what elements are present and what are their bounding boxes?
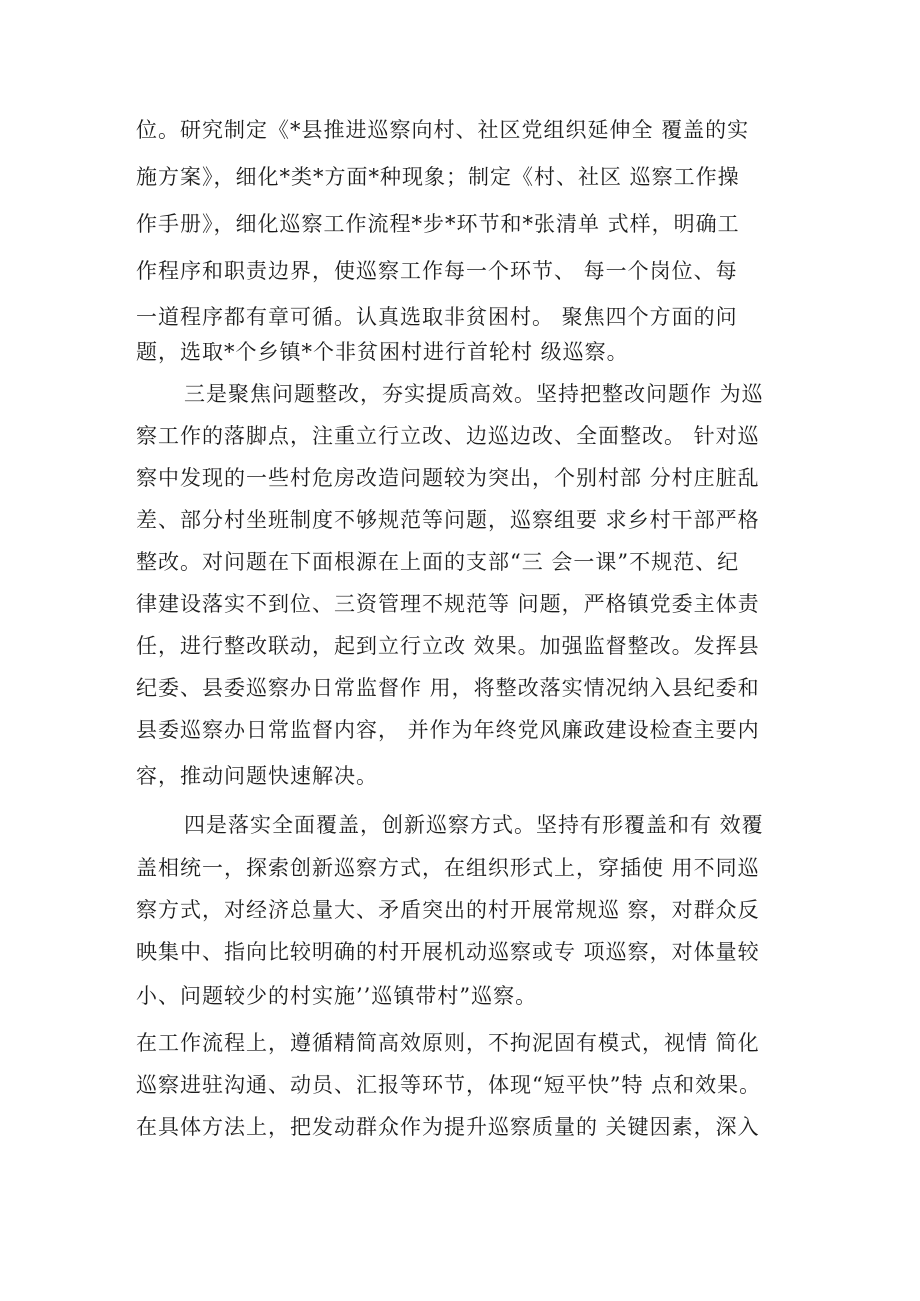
text-line: 差、部分村坐班制度不够规范等问题，巡察组要 求乡村干部严格 — [136, 508, 760, 532]
text-line: 施方案》，细化*类*方面*种现象；制定《村、社区 巡察工作操 — [136, 165, 740, 189]
text-line: 察中发现的一些村危房改造问题较为突出，个别村部 分村庄脏乱 — [136, 466, 760, 490]
text-line: 任，进行整改联动，起到立行立改 效果。加强监督整改。发挥县 — [136, 634, 760, 658]
text-line: 整改。对问题在下面根源在上面的支部“三 会一课”不规范、纪 — [136, 550, 740, 574]
text-line: 在工作流程上，遵循精简高效原则，不拘泥固有模式，视情 简化 — [136, 1031, 760, 1055]
text-line: 作手册》，细化巡察工作流程*步*环节和*张清单 式样，明确工 — [136, 212, 740, 236]
text-line: 县委巡察办日常监督内容， 并作为年终党风廉政建设检查主要内 — [136, 718, 760, 742]
paragraph-first-line: 三是聚焦问题整改，夯实提质高效。坚持把整改问题作 为巡 — [184, 382, 764, 406]
text-line: 察工作的落脚点，注重立行立改、边巡边改、全面整改。 针对巡 — [136, 424, 760, 448]
text-line: 小、问题较少的村实施’’巡镇带村”巡察。 — [136, 984, 538, 1008]
text-line: 律建设落实不到位、三资管理不规范等 问题，严格镇党委主体责 — [136, 592, 760, 616]
text-line: 题，选取*个乡镇*个非贫困村进行首轮村 级巡察。 — [136, 340, 629, 364]
text-line: 作程序和职责边界，使巡察工作每一个环节、 每一个岗位、每 — [136, 259, 738, 283]
text-line: 映集中、指向比较明确的村开展机动巡察或专 项巡察，对体量较 — [136, 940, 760, 964]
text-line: 在具体方法上，把发动群众作为提升巡察质量的 关键因素，深入 — [136, 1115, 760, 1139]
text-line: 容，推动问题快速解决。 — [136, 764, 378, 788]
text-line: 一道程序都有章可循。认真选取非贫困村。 聚焦四个方面的问 — [136, 305, 738, 329]
text-line: 位。研究制定《*县推进巡察向村、社区党组织延伸全 覆盖的实 — [136, 118, 750, 142]
text-line: 盖相统一，探索创新巡察方式，在组织形式上，穿插使 用不同巡 — [136, 856, 760, 880]
paragraph-first-line: 四是落实全面覆盖，创新巡察方式。坚持有形覆盖和有 效覆 — [184, 813, 764, 837]
text-line: 纪委、县委巡察办日常监督作 用，将整改落实情况纳入县纪委和 — [136, 676, 760, 700]
text-line: 巡察进驻沟通、动员、汇报等环节，体现“短平快”特 点和效果。 — [136, 1073, 762, 1097]
text-line: 察方式，对经济总量大、矛盾突出的村开展常规巡 察，对群众反 — [136, 898, 760, 922]
